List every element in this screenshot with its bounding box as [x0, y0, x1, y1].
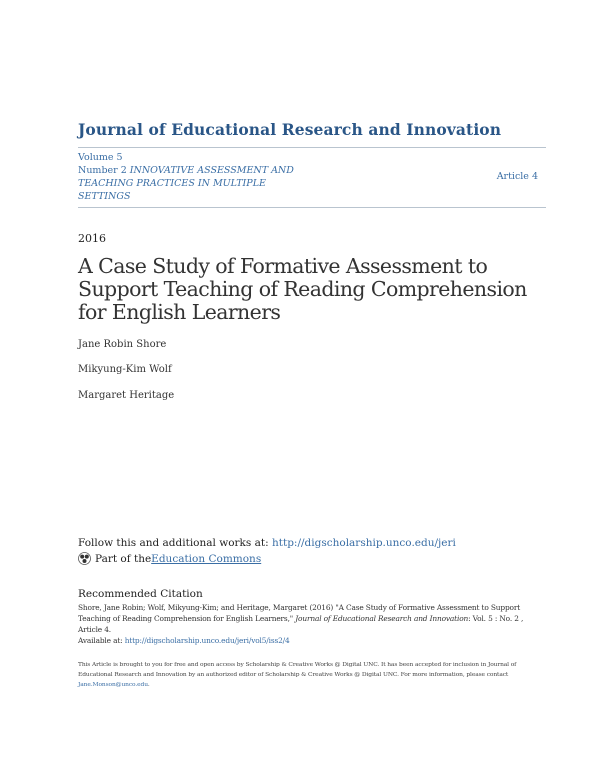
article-number[interactable]: Article 4	[496, 171, 538, 182]
follow-line	[78, 537, 456, 549]
author-3[interactable]: Margaret Heritage	[78, 390, 175, 401]
commons-line	[78, 552, 261, 565]
header-rule-top	[78, 147, 546, 148]
available-label: Available at:	[78, 636, 125, 645]
citation-journal: Journal of Educational Research and Innovation	[295, 614, 469, 623]
footer-note	[78, 660, 538, 690]
issue-number-line[interactable]	[78, 164, 308, 203]
header-rule-bottom	[78, 207, 546, 208]
education-commons-link[interactable]: Education Commons	[151, 552, 262, 565]
publication-year: 2016	[78, 232, 106, 245]
contact-email-link[interactable]: Jane.Monson@unco.edu	[78, 682, 148, 688]
citation-text	[78, 602, 528, 646]
recommended-citation-heading: Recommended Citation	[78, 588, 203, 600]
follow-text: Follow this and additional works at:	[78, 537, 272, 549]
available-url-link[interactable]: http://digscholarship.unco.edu/jeri/vol5/iss2/4	[124, 636, 290, 645]
issue-title[interactable]: INNOVATIVE ASSESSMENT AND TEACHING PRACTICES IN MULTIPLE SETTINGS	[78, 165, 294, 202]
commons-prefix: Part of the	[95, 552, 152, 565]
citation-line1: Shore, Jane Robin; Wolf, Mikyung-Kim; and Heritage, Margaret (2016) "A Case Study of Formative Assessment to Support Teaching of Reading Comprehension for English Learners,"	[78, 603, 521, 623]
issue-number[interactable]: Number 2	[78, 165, 127, 176]
footer-text: This Article is brought to you for free and open access by Scholarship & Creative Works @ Digital UNC. It has been accepted for inclusion in Journal of Educational Research and Innovation by an authorized editor of Scholarship & Creative Works @ Digital UNC. For more information, please contact	[78, 662, 517, 678]
journal-title[interactable]: Journal of Educational Research and Innovation	[78, 120, 502, 139]
citation-line2: : Vol. 5 : No. 2 , Article 4.	[78, 614, 524, 634]
paper-title: A Case Study of Formative Assessment to Support Teaching of Reading Comprehension for English Learners	[78, 254, 527, 324]
issue-info	[78, 151, 308, 203]
footer-end: .	[147, 682, 150, 688]
follow-url-link[interactable]: http://digscholarship.unco.edu/jeri	[272, 537, 456, 549]
volume-link[interactable]: Volume 5	[78, 152, 123, 163]
network-icon	[78, 552, 91, 565]
author-1[interactable]: Jane Robin Shore	[78, 339, 167, 350]
author-2[interactable]: Mikyung-Kim Wolf	[78, 364, 172, 375]
